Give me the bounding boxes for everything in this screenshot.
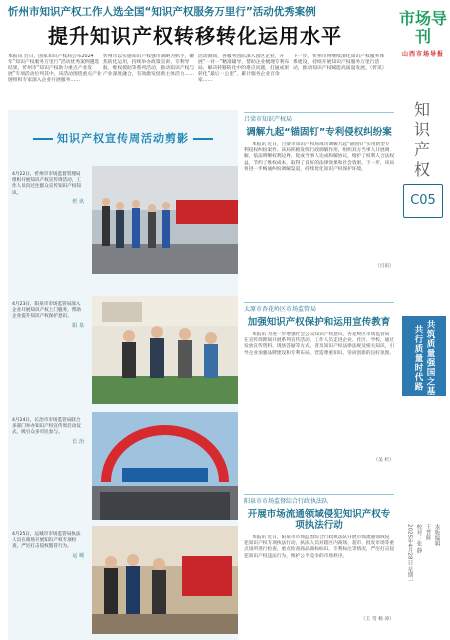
slogan-line: 共行质量时代路 [413,324,423,392]
article-section-label: 太原市杏花岭区市场监管局 [244,302,394,313]
page-headline: 提升知识产权转移转化运用水平 [48,24,342,48]
photographer: 忻 讯 [72,198,84,205]
article-title: 开展市场流通领域侵犯知识产权专项执法行动 [247,509,391,531]
photo-gallery [8,110,238,640]
photo-caption [12,172,84,205]
article-section-label: 吕梁市知识产权局 [244,112,394,123]
page-sidebar [399,4,447,640]
photo-caption [12,532,84,559]
lead-article-column: 下一步，忻州市将继续深化知识产权服务体系建设，持续开展知识产权服务万里行活动，推动知识产权赋能高质量发展。（忻讯） [293,54,387,72]
caption-text: 4月23日，阳泉市市场监管局深入企业开展知识产权上门服务，帮助企业提升知识产权保护意识。 [12,302,81,320]
event-photo [92,526,238,634]
article-body: 本报讯 近日，阳泉市市场监督综合行政执法队开展市场流通领域侵犯知识产权专项执法行动，执法人员对辖区内商场、超市、批发市场等重点场所进行检查，重点检查商品商标标识、专利标注等情况，严厉打击侵犯知识产权违法行为，维护公平竞争的市场秩序。 [244,535,394,559]
lead-article-body [8,54,390,104]
article-byline: （吕讯） [374,264,394,269]
editor-credits [403,524,443,634]
lead-article-column: 忻州市以实施知识产权强市战略为抓手，聚焦转化运用，持续举办政策宣讲、专利导航、维权援助等系列活动，推动知识产权与产业深度融合，有效激发创新主体活力…… [103,54,195,78]
article-body: 本报讯 为进一步增强社会公众知识产权意识，杏花岭区市场监管局在宣传周期间开展系列宣传活动，工作人员走进企业、社区、学校，通过发放宣传资料、现场答疑等方式，普及知识产权法律法规及相关知识，引导企业加强品牌建设和专利布局，营造尊重知识、崇尚创新的良好氛围。 [244,332,394,356]
article-section-label: 阳泉市市场监督综合行政执法队 [244,494,394,505]
logo-subtitle: 山西市场导报 [401,51,444,58]
article-byline: （吴 杉） [373,458,394,463]
slogan-banner [402,316,446,396]
slogan-line: 共筑质量强国之基 [425,320,435,396]
caption-text: 4月22日，忻州市市场监督管理局组织开展知识产权宣传周活动，工作人员向过往群众宣传知识产权知识。 [12,172,81,196]
gallery-title-text: 知识产权宣传周活动剪影 [57,132,189,145]
photo-caption [12,302,84,329]
article-body: 本报讯 近日，吕梁市知识产权局成功调解九起“锚固钉”实用新型专利侵权纠纷案件。该局积极发挥行政调解作用，组织双方当事人开展调解，依法明晰权利边界，促成当事人达成和解协议，维护了权利人合法权益，节约了维权成本，取得了良好的法律效果和社会效果。下一步，该局将进一步畅通纠纷调解渠道，持续优化知识产权保护环境。 [244,142,394,172]
event-photo [92,166,238,274]
title-rule [193,138,213,140]
title-rule [33,138,53,140]
editor-line: 2025年4月28日 星期一 [406,524,413,584]
article-title: 加强知识产权保护和运用宣传教育 [247,317,391,328]
editor-line: 校对：张 静 [415,524,422,554]
section-name: 知识产权 [413,100,430,179]
article-title: 调解九起“锚固钉”专利侵权纠纷案 [246,127,392,138]
masthead-logo [399,10,447,90]
photo-caption [12,418,84,445]
photographer: 运 城 [72,552,84,559]
article [244,112,394,288]
editor-line: 王晋辉 [424,524,431,541]
logo-text: 市场导刊 [399,9,448,46]
article [244,302,394,482]
photographer: 长 治 [72,438,84,445]
editor-line: 本版编辑 [433,524,440,546]
event-photo [92,412,238,520]
event-photo [92,296,238,404]
caption-text: 4月25日，运城市市场监管局执法人员在商场开展知识产权专项检查，严厉打击侵权假冒行为。 [12,532,81,550]
gallery-title [14,130,232,146]
page-letter: C [410,193,420,208]
caption-text: 4月24日，长治市市场监管局联合多部门举办知识产权宣传周启动仪式，吸引众多市民参与。 [12,418,81,436]
lead-article-column: 活动期间，各服务团队深入园区企业，开展“一对一”精准辅导，帮助企业梳理专利布局，解决转移转化中的难点问题，打通成果转化“最后一公里”，累计服务企业百余家…… [198,54,290,84]
article [244,494,394,636]
page-number: 05 [419,193,436,208]
article-byline: （王 雪 杨 涛） [360,617,394,622]
photographer: 阳 泉 [72,322,84,329]
page-number-badge [403,184,443,218]
lead-article-column: 本报讯 近日，国家知识产权局公布2024年“知识产权服务万里行”活动优秀案例遴选结果，忻州市“知识产权助力重点产业发展”专项活动位列其中。该活动围绕重点产业链组织专家深入企业开展服务…… [8,54,102,84]
article-kicker: 忻州市知识产权工作人选全国“知识产权服务万里行”活动优秀案例 [8,6,316,18]
